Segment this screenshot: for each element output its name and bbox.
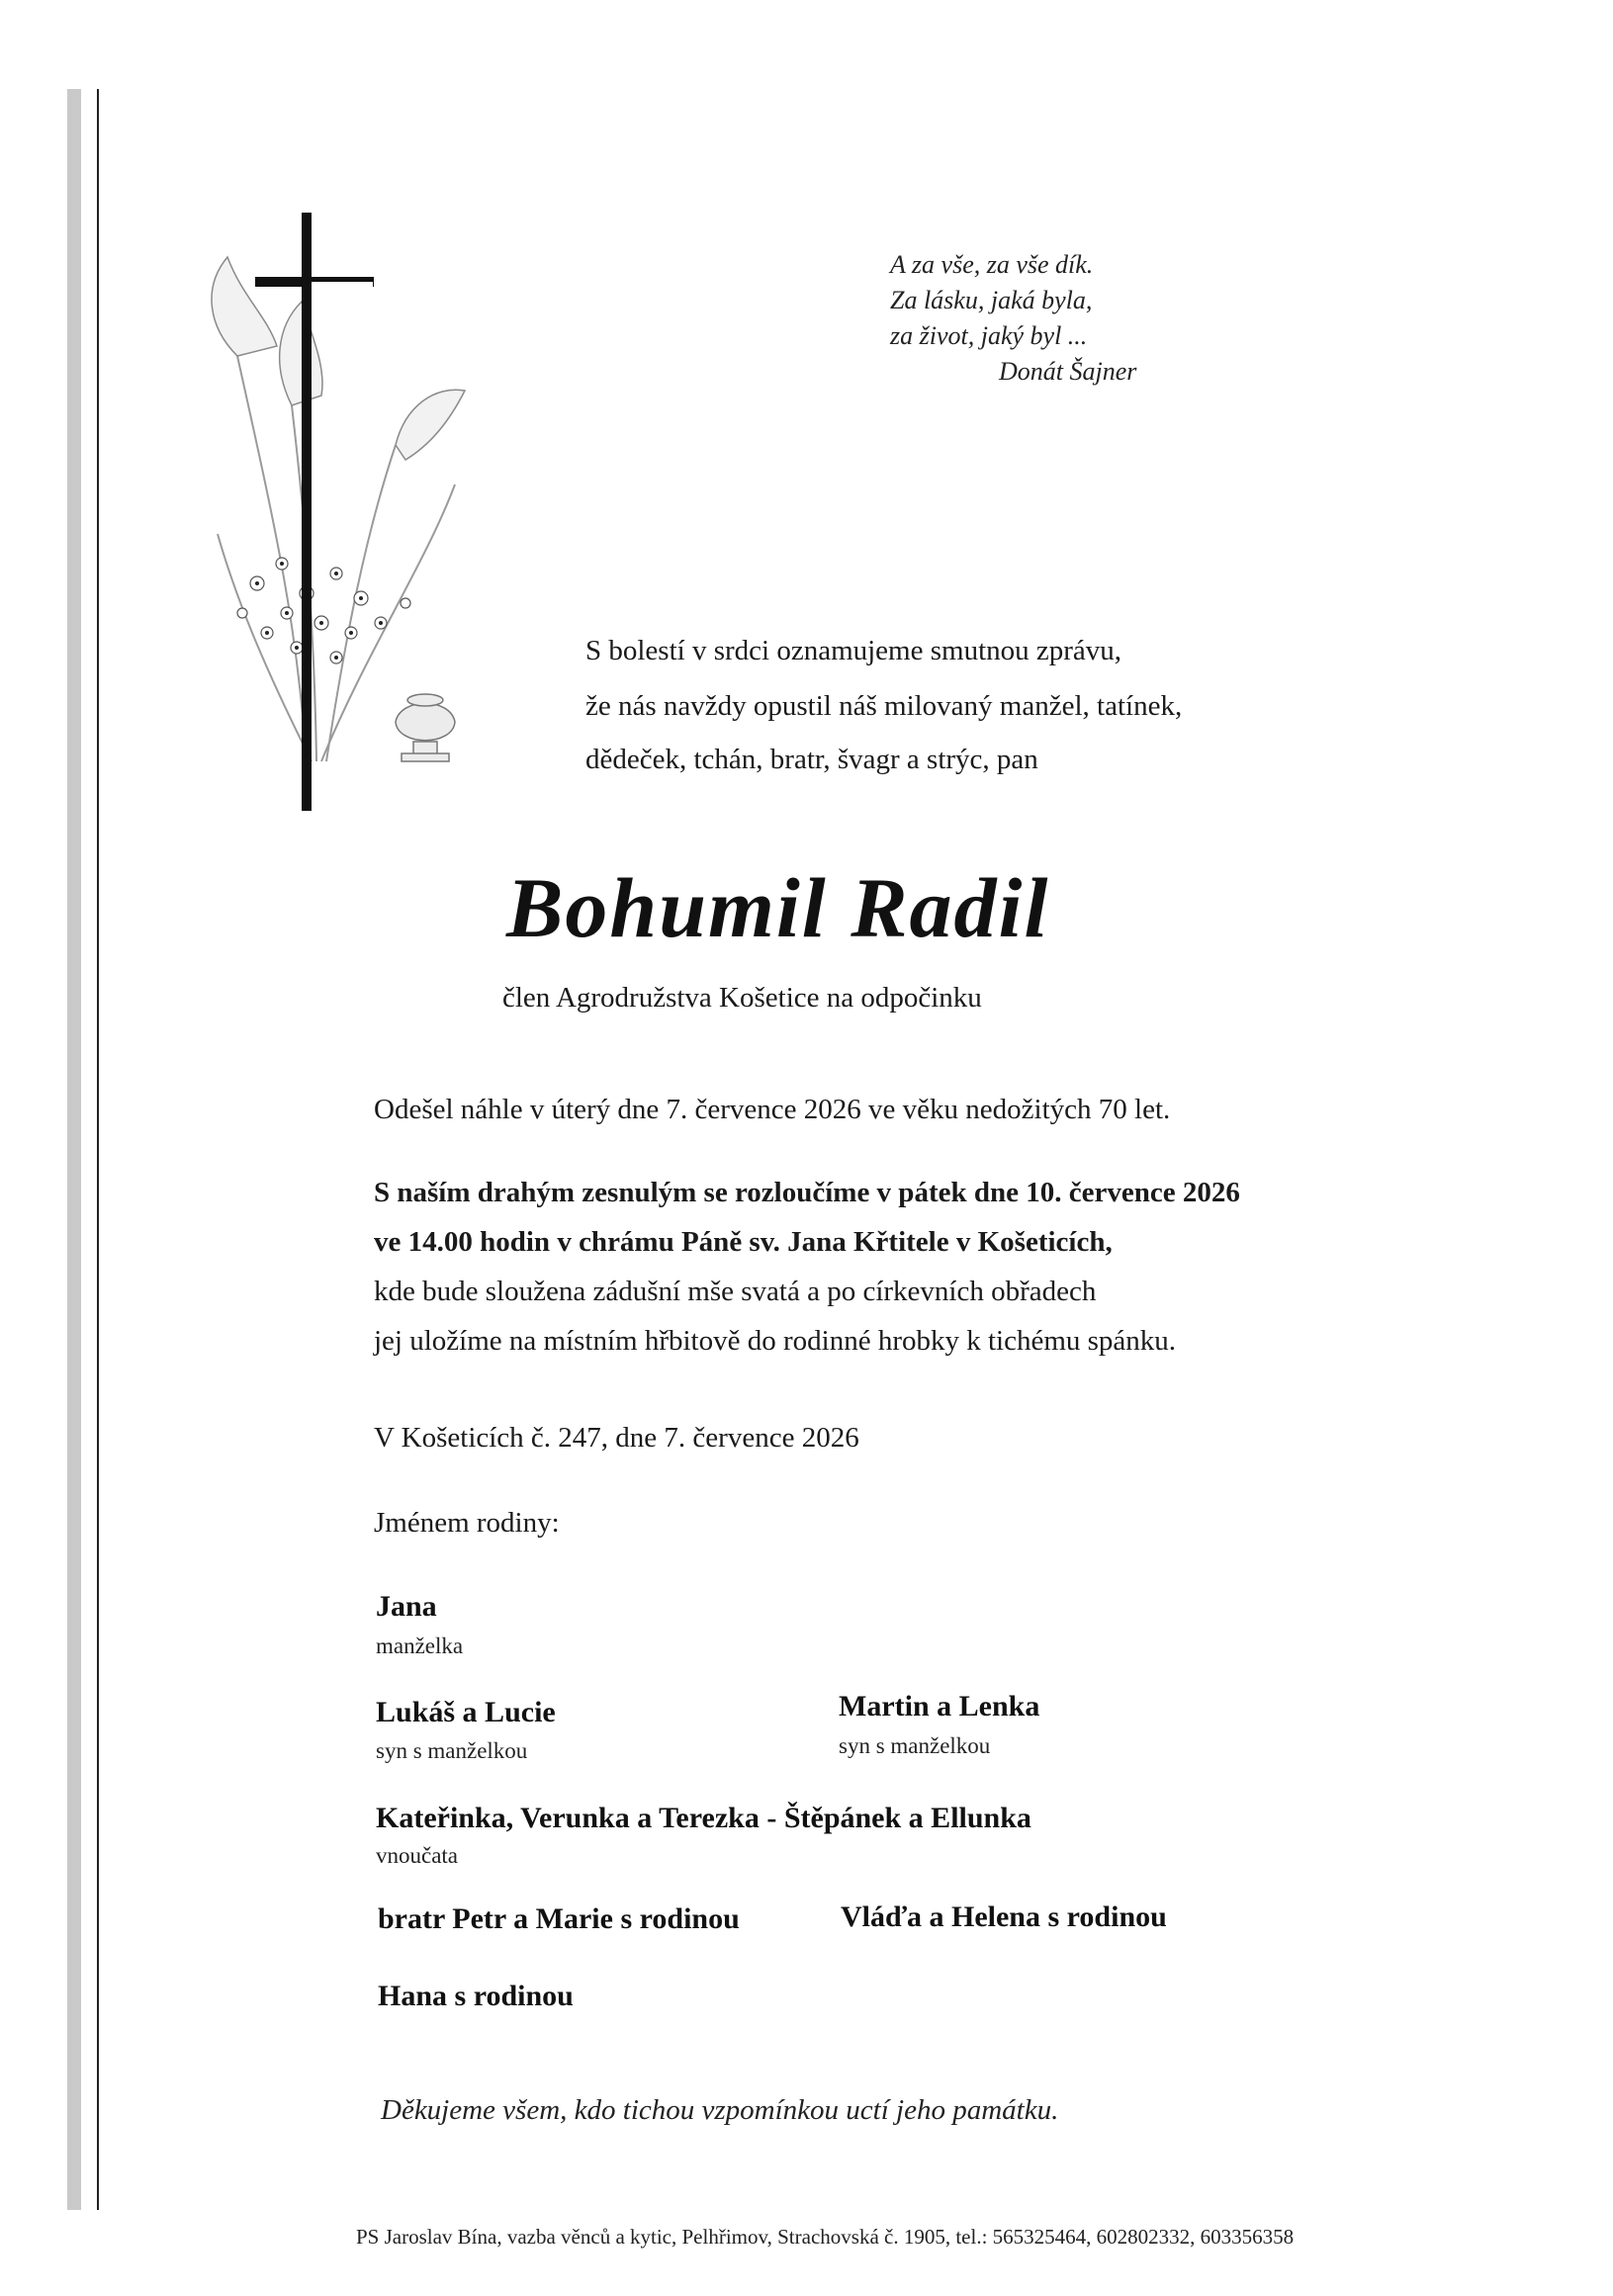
- deceased-subtitle: člen Agrodružstva Košetice na odpočinku: [502, 982, 982, 1014]
- poem-author: Donát Šajner: [999, 357, 1137, 386]
- family-sibling: Vláďa a Helena s rodinou: [841, 1900, 1167, 1933]
- thanks-line: Děkujeme všem, kdo tichou vzpomínkou uctí jeho památku.: [381, 2094, 1059, 2126]
- left-gray-border: [67, 89, 81, 2210]
- family-son2-name: Martin a Lenka: [839, 1690, 1040, 1722]
- announcement-line: dědeček, tchán, bratr, švagr a strýc, pan: [585, 744, 1038, 775]
- poem-line: Za lásku, jaká byla,: [890, 286, 1093, 314]
- announcement-line: S bolestí v srdci oznamujeme smutnou zprávu,: [585, 635, 1122, 666]
- family-wife-name: Jana: [376, 1590, 437, 1623]
- family-heading: Jménem rodiny:: [374, 1507, 560, 1539]
- place-date: V Košeticích č. 247, dne 7. července 2026: [374, 1422, 859, 1454]
- funeral-line-bold: S naším drahým zesnulým se rozloučíme v pátek dne 10. července 2026: [374, 1177, 1240, 1208]
- cross-with-flowers-icon: [198, 208, 514, 821]
- funeral-line: jej uložíme na místním hřbitově do rodinné hrobky k tichému spánku.: [374, 1325, 1177, 1357]
- family-grandchildren: Kateřinka, Verunka a Terezka - Štěpánek a Ellunka: [376, 1802, 1031, 1834]
- family-hana: Hana s rodinou: [378, 1980, 574, 2012]
- deceased-name: Bohumil Radil: [506, 860, 1050, 955]
- death-notice: Odešel náhle v úterý dne 7. července 2026 ve věku nedožitých 70 let.: [374, 1094, 1171, 1125]
- poem-line: za život, jaký byl ...: [890, 321, 1088, 350]
- poem-quote: [890, 247, 1136, 390]
- family-wife-role: manželka: [376, 1634, 464, 1658]
- left-black-rule: [97, 89, 99, 2210]
- poem-line: A za vše, za vše dík.: [890, 250, 1094, 279]
- funeral-line: kde bude sloužena zádušní mše svatá a po církevních obřadech: [374, 1276, 1097, 1307]
- funeral-line-bold: ve 14.00 hodin v chrámu Páně sv. Jana Křtitele v Košeticích,: [374, 1226, 1113, 1258]
- family-grandchildren-role: vnoučata: [376, 1843, 459, 1868]
- footer-credit: PS Jaroslav Bína, vazba věnců a kytic, Pelhřimov, Strachovská č. 1905, tel.: 565325464, 602802332, 603356358: [356, 2225, 1295, 2249]
- family-son2-role: syn s manželkou: [839, 1733, 991, 1758]
- announcement-line: že nás navždy opustil náš milovaný manžel, tatínek,: [585, 690, 1183, 722]
- family-brother: bratr Petr a Marie s rodinou: [378, 1902, 740, 1935]
- family-son1-name: Lukáš a Lucie: [376, 1696, 556, 1728]
- family-son1-role: syn s manželkou: [376, 1738, 528, 1763]
